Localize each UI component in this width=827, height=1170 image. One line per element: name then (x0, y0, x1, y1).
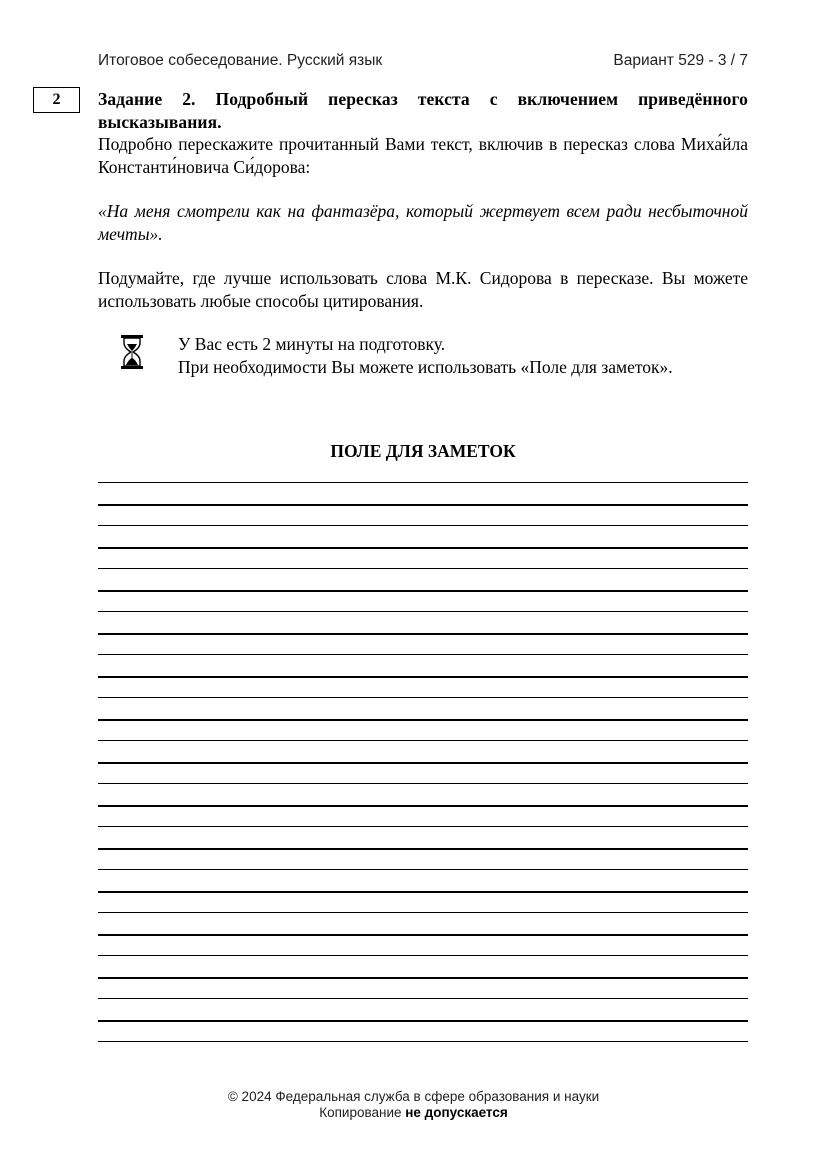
copy-bold: не допускается (405, 1105, 508, 1120)
note-line (98, 1020, 748, 1022)
note-line (98, 955, 748, 956)
note-line (98, 977, 748, 979)
note-line (98, 934, 748, 936)
preparation-note (120, 333, 760, 383)
copyright-text: © 2024 Федеральная служба в сфере образования и науки (227, 1089, 600, 1104)
exam-title: Итоговое собеседование. Русский язык (98, 52, 383, 69)
task-advice: Подумайте, где лучше использовать слова М.К. Сидорова в пересказе. Вы можете использовать любые способы цитирования. (98, 268, 748, 311)
variant-label: Вариант 529 - 3 / 7 (613, 52, 748, 69)
note-line (98, 590, 748, 592)
copy-notice (0, 1105, 827, 1121)
notes-field[interactable] (98, 482, 748, 1047)
page-footer (0, 1089, 827, 1121)
note-line (98, 697, 748, 698)
note-line (98, 676, 748, 678)
prep-notes-text: При необходимости Вы можете использовать «Поле для заметок». (178, 356, 673, 377)
task-content (98, 88, 748, 312)
note-line (98, 912, 748, 913)
note-line (98, 998, 748, 999)
note-line (98, 762, 748, 764)
note-line (98, 633, 748, 635)
copy-prefix: Копирование (319, 1105, 406, 1120)
note-line (98, 568, 748, 569)
note-line (98, 826, 748, 827)
notes-title: ПОЛЕ ДЛЯ ЗАМЕТОК (330, 441, 516, 461)
task-title: Задание 2. Подробный пересказ текста с включением приведённого высказывания. (98, 89, 748, 132)
task-quote: «На меня смотрели как на фантазёра, который жертвует всем ради несбыточной мечты». (98, 201, 748, 244)
note-line (98, 654, 748, 655)
note-line (98, 805, 748, 807)
hourglass-icon (120, 334, 144, 370)
note-line (98, 482, 748, 483)
note-line (98, 1041, 748, 1042)
task-instruction: Подробно перескажите прочитанный Вами текст, включив в пересказ слова Миха́йла Константи́новича Си́дорова: (98, 134, 748, 177)
note-line (98, 783, 748, 784)
note-line (98, 611, 748, 612)
note-line (98, 504, 748, 506)
note-line (98, 719, 748, 721)
note-line (98, 547, 748, 549)
note-line (98, 848, 748, 850)
note-line (98, 891, 748, 893)
prep-time-text: У Вас есть 2 минуты на подготовку. (178, 334, 446, 354)
note-line (98, 869, 748, 870)
page-header (98, 52, 748, 74)
note-line (98, 525, 748, 526)
task-number-box: 2 (33, 87, 80, 113)
note-line (98, 740, 748, 741)
